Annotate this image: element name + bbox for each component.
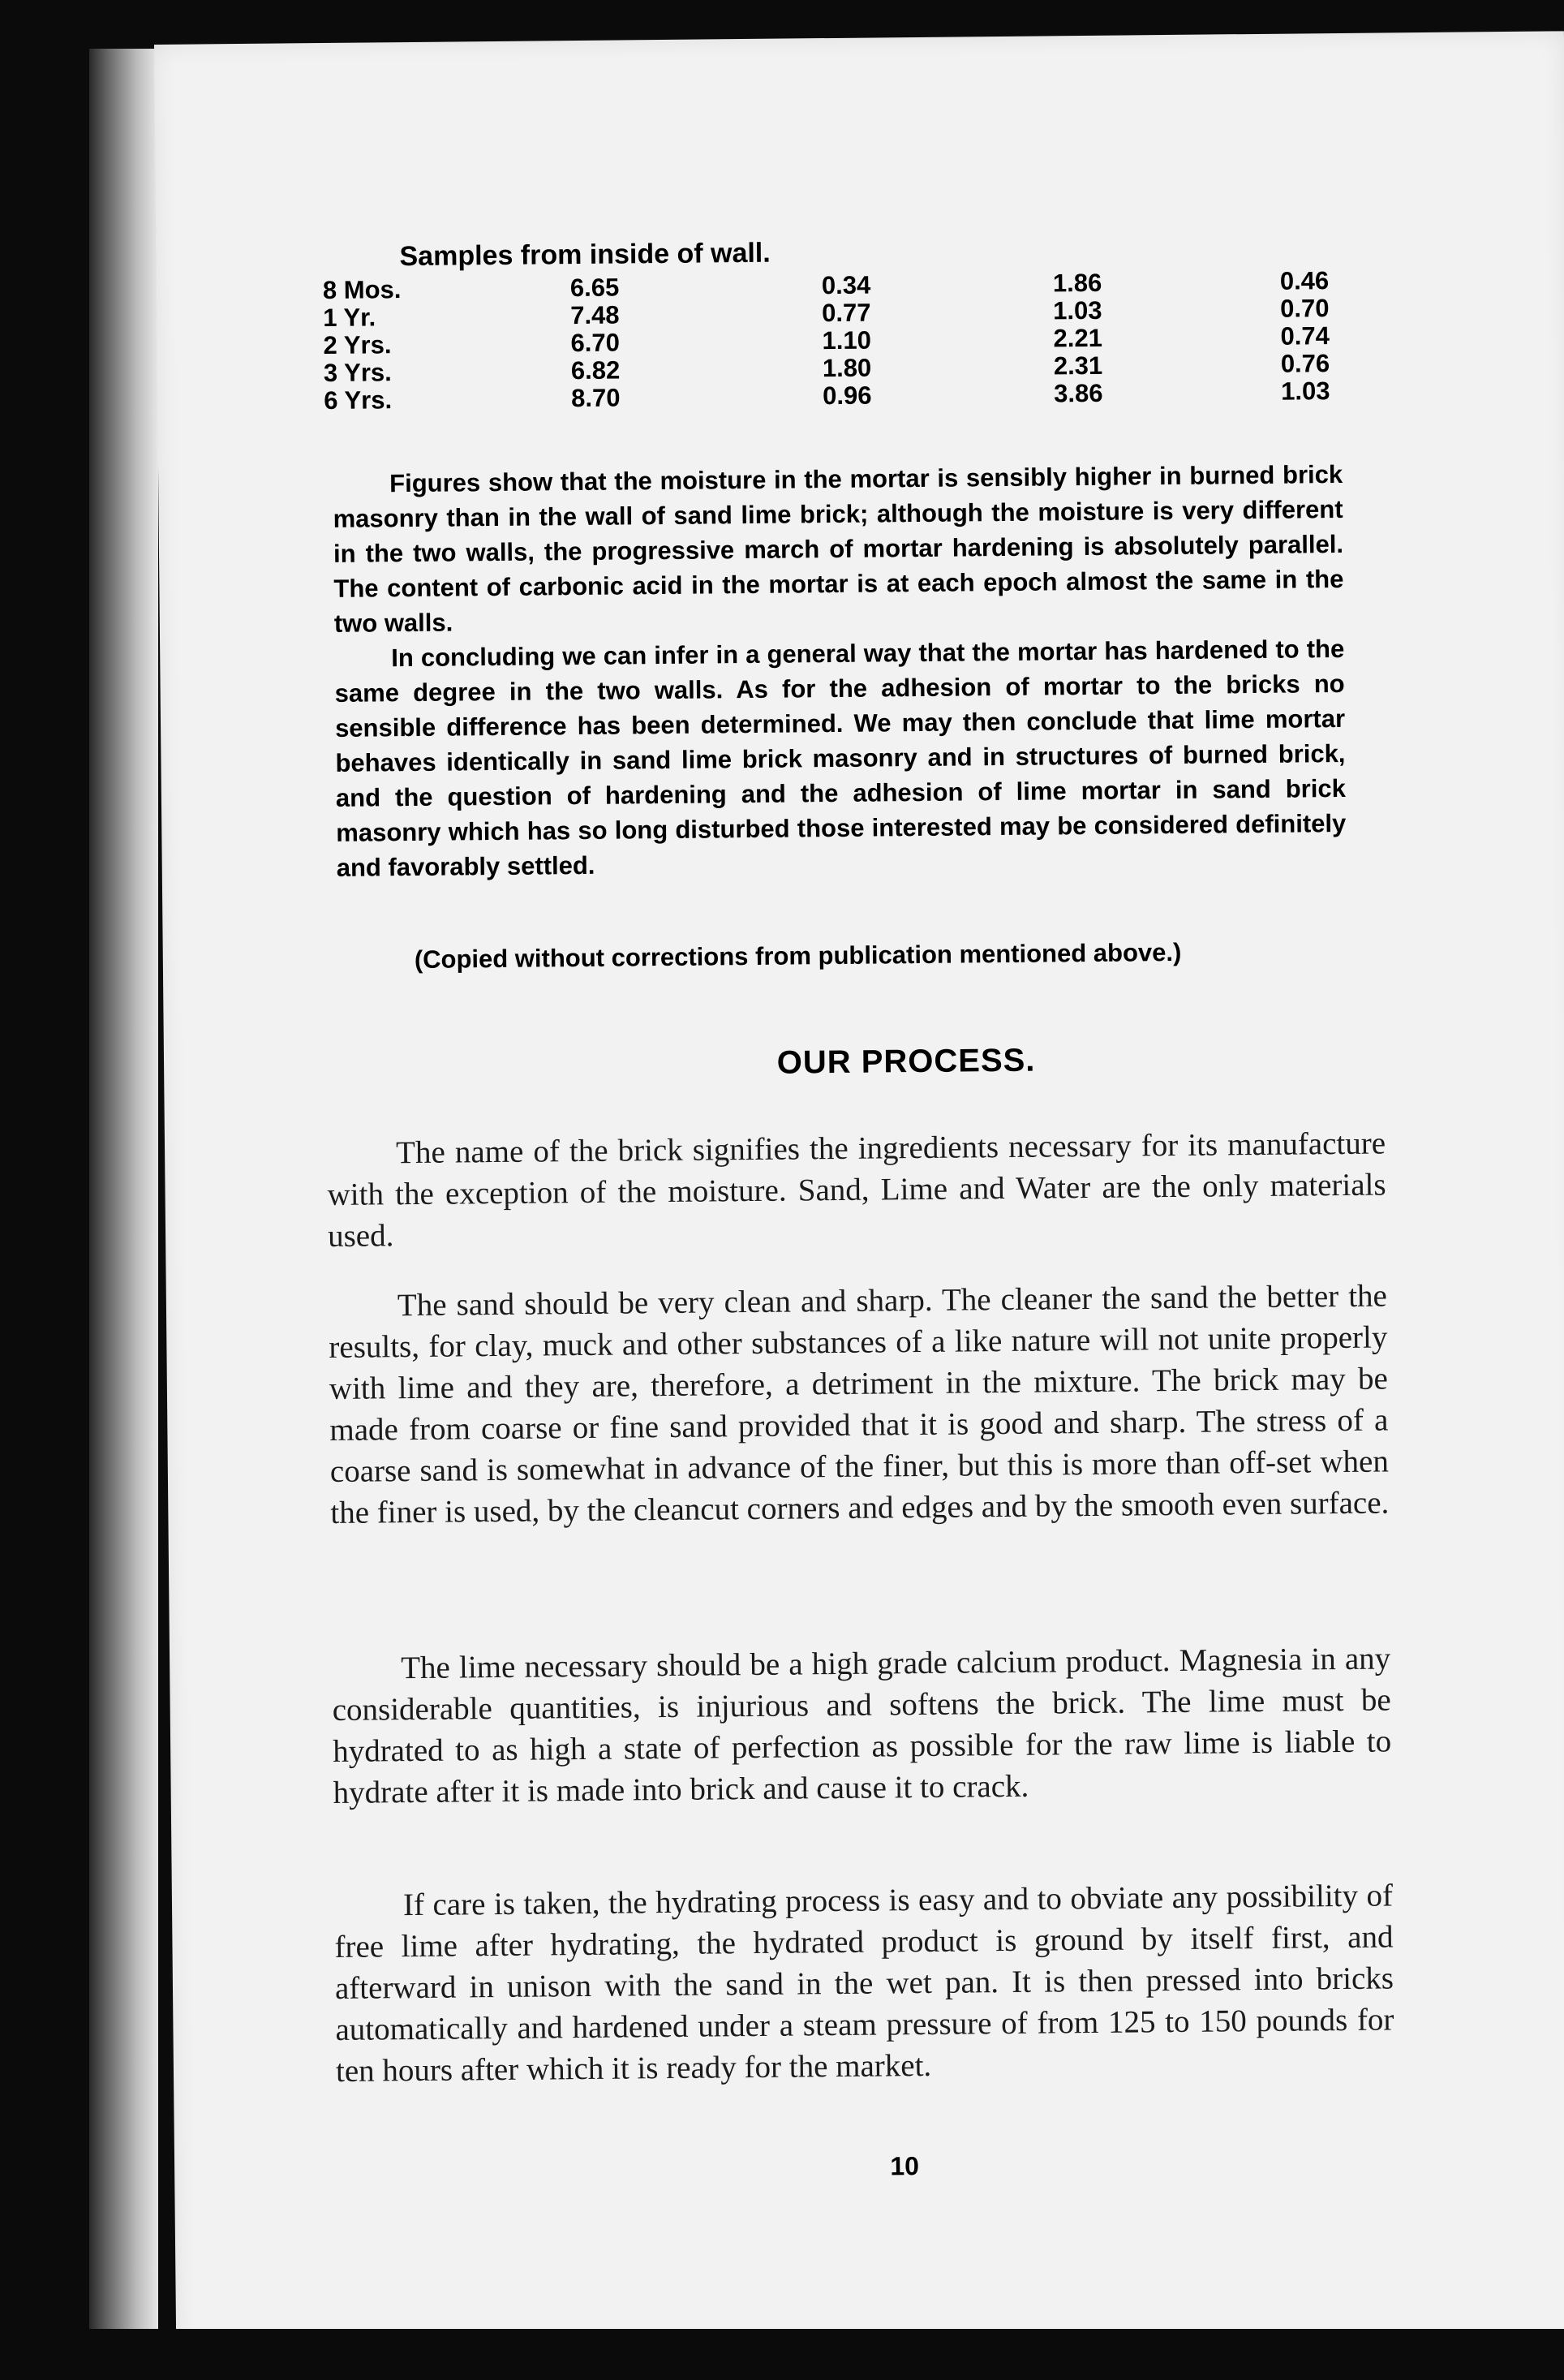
row-value: 2.31 [1053, 351, 1103, 381]
row-period: 8 Mos. [322, 275, 402, 305]
row-value: 1.10 [822, 325, 872, 355]
row-value: 1.86 [1052, 268, 1102, 298]
row-value: 7.48 [570, 300, 620, 330]
row-value: 0.70 [1280, 294, 1330, 323]
row-value: 6.70 [570, 328, 621, 358]
row-period: 3 Yrs. [323, 358, 392, 388]
row-value: 6.65 [569, 273, 620, 303]
row-period: 1 Yr. [323, 303, 376, 333]
row-value: 6.82 [570, 355, 621, 385]
row-value: 1.03 [1280, 377, 1330, 406]
row-value: 8.70 [571, 383, 621, 413]
copied-note: (Copied without corrections from publication mentioned above.) [414, 937, 1182, 974]
row-value: 3.86 [1054, 378, 1103, 408]
body-paragraph-name [327, 1122, 1386, 1257]
body-paragraph-hydrating [334, 1874, 1394, 2092]
table-title: Samples from inside of wall. [399, 237, 771, 273]
book-binding-edge [89, 49, 158, 2369]
paragraph-text: The name of the brick signifies the ingredients necessary for its manufacture with the exception of the moisture. Sand, Lime and Water are the only materials used. [327, 1125, 1386, 1255]
book-page [154, 31, 1564, 2374]
body-paragraph-lime [332, 1638, 1392, 1814]
row-value: 1.03 [1053, 295, 1102, 325]
conclusion-text [333, 457, 1347, 885]
paragraph-text: If care is taken, the hydrating process is easy and to obviate any possibility of free lime after hydrating, the hydrated product is ground by itself first, and afterward in unison with the sand in the wet pan. It is then pressed into bricks automatically and hardened under a steam pressure of from 125 to 150 pounds for ten hours after which it is ready for the market. [334, 1878, 1394, 2089]
body-paragraph-sand [329, 1275, 1390, 1534]
paragraph-text: The sand should be very clean and sharp. The cleaner the sand the better the results, for clay, muck and other substances of a like nature will not unite properly with lime and they are, therefore, a detriment in the mixture. The brick may be made from coarse or fine sand provided that it is good and sharp. The stress of a coarse sand is somewhat in advance of the finer, but this is more than off-set when the finer is used, by the cleancut corners and edges and by the smooth even surface. [329, 1278, 1390, 1530]
row-value: 0.34 [821, 270, 871, 300]
row-period: 2 Yrs. [323, 330, 392, 360]
row-value: 0.74 [1280, 321, 1330, 351]
samples-table [323, 267, 1371, 415]
row-value: 1.80 [822, 353, 872, 383]
section-title: OUR PROCESS. [776, 1042, 1036, 1081]
row-value: 0.76 [1280, 349, 1330, 378]
page-number: 10 [890, 2151, 920, 2181]
row-value: 2.21 [1053, 323, 1103, 353]
paragraph-text: The lime necessary should be a high grade calcium product. Magnesia in any considerable quantities, is injurious and softens the brick. The lime must be hydrated to as high a state of perfection as possible for the raw lime is liable to hydrate after it is made into brick and cause it to crack. [332, 1641, 1392, 1810]
row-value: 0.46 [1279, 266, 1330, 295]
row-value: 0.96 [823, 381, 872, 411]
row-value: 0.77 [822, 298, 871, 328]
scan-shadow [89, 2329, 1564, 2380]
row-period: 6 Yrs. [324, 385, 393, 415]
figures-paragraph: Figures show that the moisture in the mortar is sensibly higher in burned brick masonry than in the wall of sand lime brick; although the moisture is very different in the two walls, the progressive march of mortar hardening is absolutely parallel. The content of carbonic acid in the mortar is at each epoch almost the same in the two walls. [333, 459, 1344, 638]
concluding-paragraph: In concluding we can infer in a general way that the mortar has hardened to the same degree in the two walls. As for the adhesion of mortar to the bricks no sensible difference has been determined. We may then conclude that lime mortar behaves identically in sand lime brick masonry and in structures of burned brick, and the question of hardening and the adhesion of lime mortar in sand brick masonry which has so long disturbed those interested may be considered definitely and favorably settled. [334, 634, 1347, 882]
